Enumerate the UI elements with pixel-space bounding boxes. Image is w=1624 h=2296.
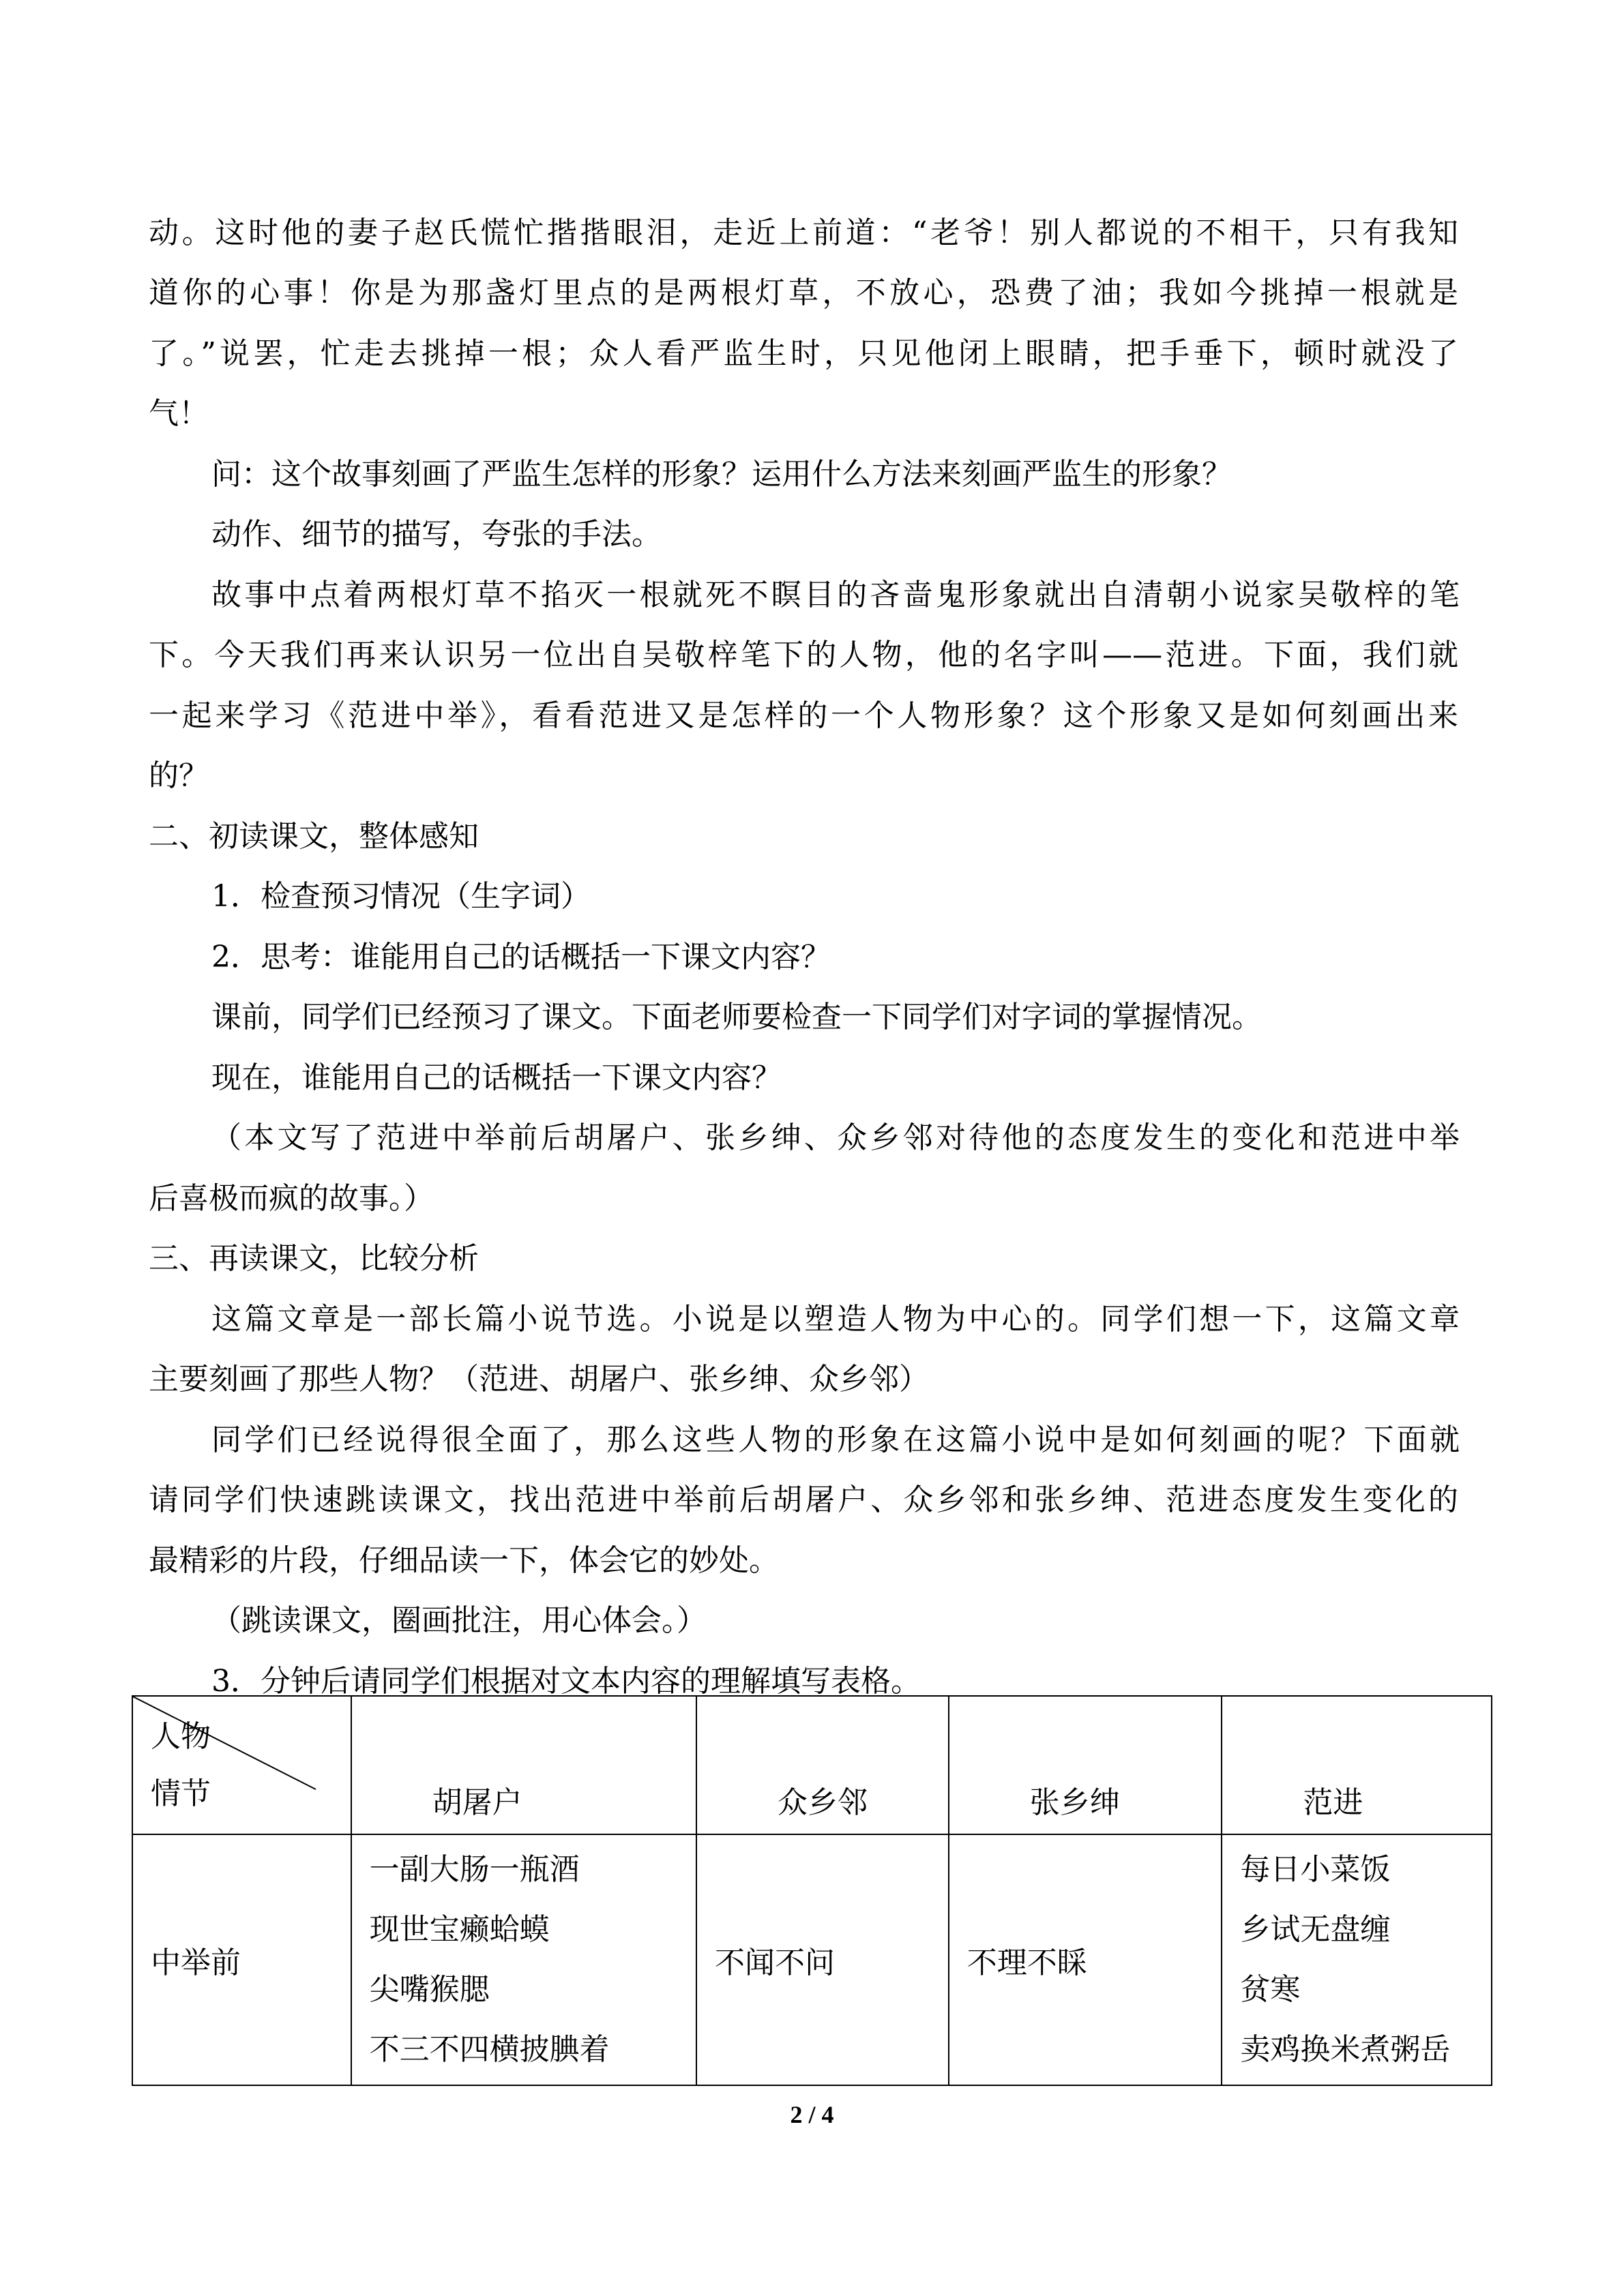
paragraph-line: 同学们已经说得很全面了，那么这些人物的形象在这篇小说中是如何刻画的呢？下面就 xyxy=(211,1422,1460,1457)
header-fanjin: 范进 xyxy=(1222,1696,1492,1834)
question-line: 问：这个故事刻画了严监生怎样的形象？运用什么方法来刻画严监生的形象？ xyxy=(211,457,1232,492)
paragraph-line: 最精彩的片段，仔细品读一下，体会它的妙处。 xyxy=(149,1543,779,1578)
list-item: 3．分钟后请同学们根据对文本内容的理解填写表格。 xyxy=(211,1664,921,1699)
page-number: 2 / 4 xyxy=(790,2101,834,2128)
paragraph-line: 主要刻画了那些人物？（范进、胡屠户、张乡绅、众乡邻） xyxy=(149,1362,929,1397)
cell-line: 卖鸡换米煮粥岳 xyxy=(1240,2032,1451,2067)
paragraph-line: 后喜极而疯的故事。） xyxy=(149,1181,434,1216)
table-header-row xyxy=(132,1696,1492,1834)
section-heading: 二、初读课文，整体感知 xyxy=(149,819,479,854)
header-xiangshen: 张乡绅 xyxy=(949,1696,1222,1834)
paragraph-line: 动。这时他的妻子赵氏慌忙揩揩眼泪，走近上前道：“老爷！别人都说的不相干，只有我知 xyxy=(149,215,1458,250)
cell-line: 不三不四横披腆着 xyxy=(369,2032,610,2067)
cell-line: 一副大肠一瓶酒 xyxy=(369,1852,580,1887)
cell-line: 乡试无盘缠 xyxy=(1240,1912,1391,1947)
cell-xiangshen: 不理不睬 xyxy=(949,1834,1222,2085)
cell-line: 现世宝癞蛤蟆 xyxy=(369,1912,550,1947)
list-item: 1．检查预习情况（生字词） xyxy=(211,879,591,914)
paragraph-line: 道你的心事！你是为那盏灯里点的是两根灯草，不放心，恐费了油；我如今挑掉一根就是 xyxy=(149,275,1458,310)
header-hutuhu: 胡屠户 xyxy=(351,1696,696,1834)
cell-hutuhu xyxy=(351,1834,696,2085)
corner-label-plot: 情节 xyxy=(151,1776,211,1811)
section-heading: 三、再读课文，比较分析 xyxy=(149,1241,479,1276)
paragraph-line: 课前，同学们已经预习了课文。下面老师要检查一下同学们对字词的掌握情况。 xyxy=(211,1000,1262,1034)
cell-line: 贫寒 xyxy=(1240,1972,1301,2007)
paragraph-line: 下。今天我们再来认识另一位出自吴敬梓笔下的人物，他的名字叫——范进。下面，我们就 xyxy=(149,638,1458,672)
paragraph-line: 故事中点着两根灯草不掐灭一根就死不瞑目的吝啬鬼形象就出自清朝小说家吴敬梓的笔 xyxy=(211,578,1460,612)
paragraph-line: 了。”说罢，忙走去挑掉一根；众人看严监生时，只见他闭上眼睛，把手垂下，顿时就没了 xyxy=(149,336,1458,371)
paragraph-line: （本文写了范进中举前后胡屠户、张乡绅、众乡邻对待他的态度发生的变化和范进中举 xyxy=(211,1120,1460,1155)
paragraph-line: 的？ xyxy=(149,758,209,793)
table-row xyxy=(132,1834,1492,2085)
cell-line: 每日小菜饭 xyxy=(1240,1852,1391,1887)
character-table xyxy=(132,1695,1492,2086)
corner-label-characters: 人物 xyxy=(151,1719,211,1754)
paragraph-line: 现在，谁能用自己的话概括一下课文内容？ xyxy=(211,1060,782,1095)
paragraph-line: 这篇文章是一部长篇小说节选。小说是以塑造人物为中心的。同学们想一下，这篇文章 xyxy=(211,1302,1460,1337)
table-corner-cell xyxy=(132,1696,351,1834)
list-item: 2．思考：谁能用自己的话概括一下课文内容？ xyxy=(211,940,831,974)
cell-line: 尖嘴猴腮 xyxy=(369,1972,490,2007)
header-xianglin: 众乡邻 xyxy=(696,1696,949,1834)
cell-xianglin: 不闻不问 xyxy=(696,1834,949,2085)
cell-fanjin xyxy=(1222,1834,1492,2085)
answer-line: 动作、细节的描写，夸张的手法。 xyxy=(211,517,662,552)
paragraph-line: （跳读课文，圈画批注，用心体会。） xyxy=(211,1603,707,1638)
paragraph-line: 请同学们快速跳读课文，找出范进中举前后胡屠户、众乡邻和张乡绅、范进态度发生变化的 xyxy=(149,1482,1458,1517)
row-label: 中举前 xyxy=(132,1834,351,2085)
paragraph-line: 气！ xyxy=(149,396,209,431)
paragraph-line: 一起来学习《范进中举》，看看范进又是怎样的一个人物形象？这个形象又是如何刻画出来 xyxy=(149,698,1458,733)
